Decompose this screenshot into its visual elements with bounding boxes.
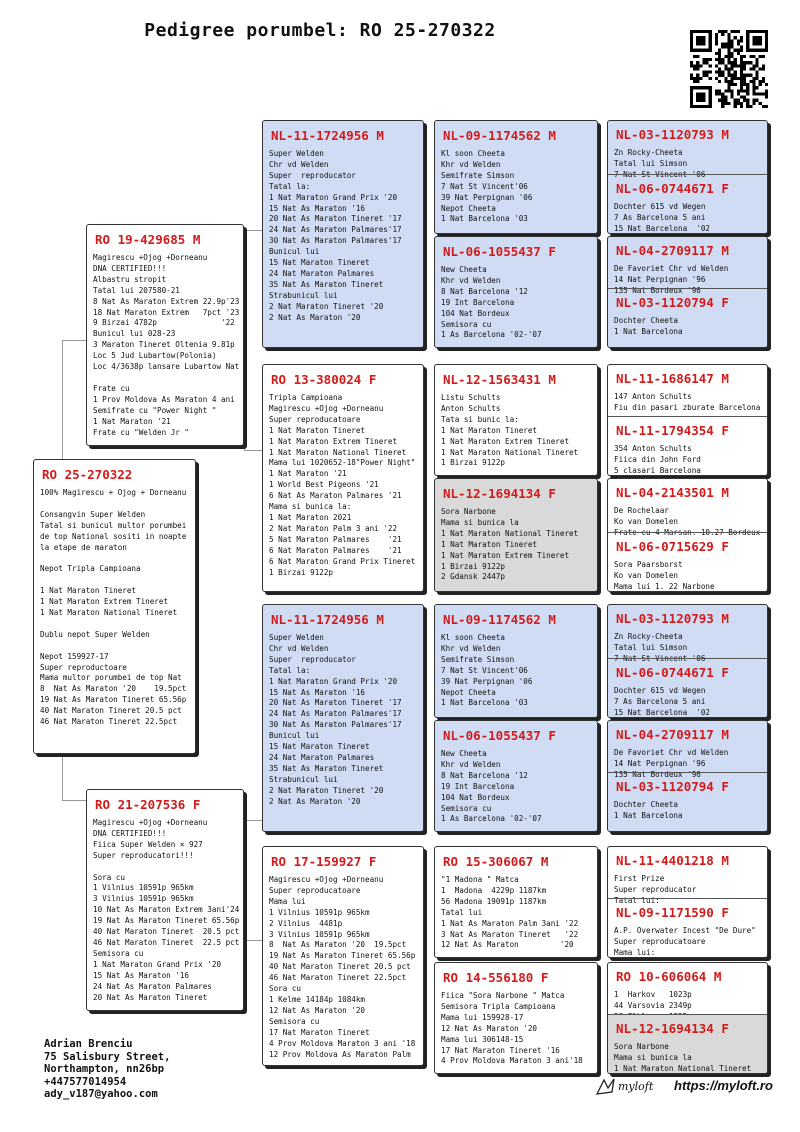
pedigree-notes: First Prize Super reproducator Tatal lui:	[614, 874, 697, 905]
ring-number: NL-12-1694134 F	[443, 486, 556, 501]
pedigree-card-g5-pair	[607, 962, 768, 1074]
ring-number: NL-09-1174562 M	[443, 612, 556, 627]
pedigree-card-g5-pair	[607, 720, 768, 832]
pedigree-notes: Tripla Campioana Magirescu +Ojog +Dorneanu Super reproducatoare 1 Nat Maraton Tineret 1 Nat Maraton Extrem Tineret 1 Nat Maraton National Tineret Mama lui 1020652-18"Power Night" 1 Nat Maraton '21 1 World Best Pigeons '21 6 Nat As Maraton Palmares '21 Mama si bunica la: 1 Nat Maraton 2021 2 Nat Maraton Palm 3 ani '22 5 Nat Maraton Palmares '21 6 Nat Maraton Palmares '21 6 Nat Maraton Grand Prix Tineret 1 Birzai 9122p	[269, 393, 416, 577]
pedigree-card-g5-pair	[607, 120, 768, 234]
ring-number: NL-11-1794354 F	[616, 423, 729, 438]
pedigree-card-g4	[434, 604, 598, 718]
pedigree-notes: De Favoriet Chr vd Welden 14 Nat Perpignan '96 135 Nat Bordeux '96	[614, 748, 729, 779]
pedigree-card-mother-mother	[262, 846, 424, 1066]
pedigree-card-g4	[434, 962, 598, 1074]
pedigree-notes: Dochter 615 vd Wegen 7 As Barcelona 5 ani 15 Nat Barcelona '02	[614, 686, 711, 717]
pedigree-notes: 147 Anton Schults Fiu din pasari zburate Barcelona	[614, 392, 761, 412]
ring-number: NL-04-2709117 M	[616, 727, 729, 742]
pedigree-notes: De Rochelaar Ko van Domelen Frate cu 4 Marsan. 10.27 Bordeux	[614, 506, 761, 537]
ring-number: NL-06-0744671 F	[616, 665, 729, 680]
ring-number: NL-09-1171590 F	[616, 905, 729, 920]
pedigree-card-g5-pair	[607, 364, 768, 476]
pedigree-card-father-father	[262, 120, 424, 348]
pedigree-card-subject	[33, 459, 196, 754]
ring-number: RO 21-207536 F	[95, 797, 201, 812]
pedigree-notes: 1 Harkov 1023p 44 Varsovia 2349p	[614, 990, 692, 1010]
pedigree-notes: Dochter Cheeta 1 Nat Barcelona	[614, 316, 683, 336]
pedigree-notes: Kl soon Cheeta Khr vd Welden Semifrate Simson 7 Nat St Vincent'06 39 Nat Perpignan '06 Nepot Cheeta 1 Nat Barcelona '03	[441, 633, 533, 708]
ring-number: NL-11-1724956 M	[271, 128, 384, 143]
pedigree-notes: New Cheeta Khr vd Welden 8 Nat Barcelona '12 19 Int Barcelona 104 Nat Bordeux Semisora cu 1 As Barcelona '02-'07	[441, 749, 542, 824]
pedigree-notes: Magirescu +Ojog +Dorneanu DNA CERTIFIED!!! Albastru stropit Tatal lui 207580-21 8 Nat As Maraton Extrem 22.9p'23 18 Nat Maraton Extrem 7pct '23 9 Birzai 4782p '22 Bunicul lui 028-23 3 Maraton Tineret Oltenia 9.81p Loc 5 Jud Lubartow(Polonia) Loc 4/3638p lansare Lubartow Nat Frate cu 1 Prov Moldova As Maraton 4 ani Semifrate cu "Power Night " 1 Nat Maraton '21 Frate cu "Welden Jr "	[93, 253, 240, 437]
ring-number: NL-11-1724956 M	[271, 612, 384, 627]
logo-text: myloft	[618, 1080, 654, 1093]
ring-number: NL-06-0744671 F	[616, 181, 729, 196]
ring-number: NL-09-1174562 M	[443, 128, 556, 143]
pedigree-notes: Dochter Cheeta 1 Nat Barcelona	[614, 800, 683, 820]
ring-number: RO 13-380024 F	[271, 372, 377, 387]
pedigree-card-g5-pair	[607, 846, 768, 958]
website-link[interactable]: https://myloft.ro	[674, 1078, 773, 1093]
ring-number: NL-03-1120793 M	[616, 611, 729, 626]
pedigree-notes: Super Welden Chr vd Welden Super reproducator Tatal la: 1 Nat Maraton Grand Prix '20 15 Nat As Maraton '16 20 Nat As Maraton Tineret '17 24 Nat As Maraton Palmares'17 30 Nat As Maraton Palmares'17 Bunicul lui 15 Nat Maraton Tineret 24 Nat Maraton Palmares 35 Nat As Maraton Tineret Strabunicul lui 2 Nat Maraton Tineret '20 2 Nat As Maraton '20	[269, 633, 402, 806]
ring-number: RO 19-429685 M	[95, 232, 201, 247]
pedigree-card-g4	[434, 364, 598, 476]
pedigree-notes: New Cheeta Khr vd Welden 8 Nat Barcelona '12 19 Int Barcelona 104 Nat Bordeux Semisora cu 1 As Barcelona '02-'07	[441, 265, 542, 340]
pedigree-card-mother-father	[262, 604, 424, 832]
ring-number: NL-11-1686147 M	[616, 371, 729, 386]
ring-number: NL-06-1055437 F	[443, 728, 556, 743]
pedigree-card-father	[86, 224, 244, 446]
pedigree-card-g4	[434, 236, 598, 348]
ring-number: NL-06-0715629 F	[616, 539, 729, 554]
pedigree-notes: A.P. Overwater Incest "De Dure" Super reproducatoare Mama lui:	[614, 926, 756, 957]
ring-number: RO 17-159927 F	[271, 854, 377, 869]
pedigree-notes: Sora Paarsborst Ko van Domelen Mama lui 1. 22 Narbone	[614, 560, 715, 591]
ring-number: NL-03-1120793 M	[616, 127, 729, 142]
pedigree-notes: Listu Schults Anton Schults Tata si bunic la: 1 Nat Maraton Tineret 1 Nat Maraton Extrem Tineret 1 Nat Maraton National Tineret 1 Birzai 9122p	[441, 393, 579, 468]
pedigree-notes: Magirescu +Ojog +Dorneanu Super reproducatoare Mama lui 1 Vilnius 10591p 965km 2 Vilnius 4481p 3 Vilnius 10591p 965km 8 Nat As Maraton '20 19.5pct 19 Nat As Maraton Tineret 65.56p 40 Nat Maraton Tineret 20.5 pct 46 Nat Maraton Tineret 22.5pct Sora cu 1 Kelme 14184p 1084km 12 Nat As Maraton '20 Semisora cu 17 Nat Maraton Tineret 4 Prov Moldova Maraton 3 ani '18 12 Prov Moldova As Maraton Palm	[269, 875, 416, 1059]
pedigree-notes: De Favoriet Chr vd Welden 14 Nat Perpignan '96 135 Nat Bordeux '96	[614, 264, 729, 295]
ring-number: NL-03-1120794 F	[616, 779, 729, 794]
pedigree-notes: Zn Rocky-Cheeta Tatal lui Simson 7 Nat St Vincent '06	[614, 148, 706, 179]
ring-number: RO 10-606064 M	[616, 969, 722, 984]
pedigree-notes: Dochter 615 vd Wegen 7 As Barcelona 5 ani 15 Nat Barcelona '02	[614, 202, 711, 233]
pedigree-card-father-mother	[262, 364, 424, 592]
owner-contact: Adrian Brenciu 75 Salisbury Street, Northampton, nn26bp +447577014954 ady_v187@yahoo.com	[44, 1038, 171, 1100]
pedigree-notes: "1 Madona " Matca 1 Madona 4229p 1187km 56 Madona 19091p 1187km Tatal lui 1 Nat As Maraton Palm 3ani '22 3 Nat As Maraton Tineret '22 12 Nat As Maraton '20	[441, 875, 579, 950]
pedigree-notes: Zn Rocky-Cheeta Tatal lui Simson 7 Nat St Vincent '06	[614, 632, 706, 663]
pedigree-card-mother	[86, 789, 244, 1011]
ring-number: RO 15-306067 M	[443, 854, 549, 869]
ring-number: NL-06-1055437 F	[443, 244, 556, 259]
ring-number: NL-04-2143501 M	[616, 485, 729, 500]
ring-number: NL-03-1120794 F	[616, 295, 729, 310]
pedigree-card-g5-pair	[607, 236, 768, 348]
pedigree-card-g4	[434, 478, 598, 592]
pedigree-card-g4	[434, 720, 598, 832]
pedigree-notes: Sora Narbone Mama si bunica la 1 Nat Maraton National Tineret 1 Nat Maraton Tineret 1 Nat Maraton Extrem Tineret 1 Birzai 9122p 2 Gdansk 2447p	[441, 507, 579, 582]
pedigree-notes: Magirescu +Ojog +Dorneanu DNA CERTIFIED!!! Fiica Super Welden × 927 Super reproducatori!!! Sora cu 1 Vilnius 10591p 965km 3 Vilnius 10591p 965km 10 Nat As Maraton Extrem 3ani'24 19 Nat As Maraton Tineret 65.56p 40 Nat Maraton Tineret 20.5 pct 46 Nat Maraton Tineret 22.5 pct Semisora cu 1 Nat Maraton Grand Prix '20 15 Nat As Maraton '16 24 Nat As Maraton Palmares 20 Nat As Maraton Tineret	[93, 818, 240, 1002]
pedigree-notes: 354 Anton Schults Fiica din John Ford 5 clasari Barcelona	[614, 444, 701, 475]
ring-number: RO 25-270322	[42, 467, 133, 482]
pedigree-card-g5-pair	[607, 478, 768, 592]
pedigree-notes: 100% Magirescu + Ojog + Dorneanu Consangvin Super Welden Tatal si bunicul multor porumbei de top National sositi in noapte la etape de maraton Nepot Tripla Campioana 1 Nat Maraton Tineret 1 Nat Maraton Extrem Tineret 1 Nat Maraton National Tineret Dublu nepot Super Welden Nepot 159927-17 Super reproductoare Mama multor porumbei de top Nat 8 Nat As Maraton '20 19.5pct 19 Nat As Maraton Tineret 65.56p 40 Nat Maraton Tineret 20.5 pct 46 Nat Maraton Tineret 22.5pct	[40, 488, 187, 727]
ring-number: RO 14-556180 F	[443, 970, 549, 985]
pedigree-card-g4	[434, 846, 598, 958]
page-title: Pedigree porumbel: RO 25-270322	[144, 20, 496, 41]
pedigree-notes: Fiica "Sora Narbone " Matca Semisora Tripla Campioana Mama lui 159928-17 12 Nat As Maraton '20 Mama lui 306148-15 17 Nat Maraton Tineret '16 4 Prov Moldova Maraton 3 ani'18	[441, 991, 583, 1066]
pedigree-notes: Kl soon Cheeta Khr vd Welden Semifrate Simson 7 Nat St Vincent'06 39 Nat Perpignan '06 Nepot Cheeta 1 Nat Barcelona '03	[441, 149, 533, 224]
pedigree-notes: Sora Narbone Mama si bunica la 1 Nat Maraton National Tineret	[614, 1042, 752, 1073]
ring-number: NL-04-2709117 M	[616, 243, 729, 258]
pedigree-notes: Super Welden Chr vd Welden Super reproducator Tatal la: 1 Nat Maraton Grand Prix '20 15 Nat As Maraton '16 20 Nat As Maraton Tineret '17 24 Nat As Maraton Palmares'17 30 Nat As Maraton Palmares'17 Bunicul lui 15 Nat Maraton Tineret 24 Nat Maraton Palmares 35 Nat As Maraton Tineret Strabunicul lui 2 Nat Maraton Tineret '20 2 Nat As Maraton '20	[269, 149, 402, 322]
pedigree-card-g5-pair	[607, 604, 768, 718]
ring-number: NL-12-1694134 F	[616, 1021, 729, 1036]
ring-number: NL-11-4401218 M	[616, 853, 729, 868]
qr-code-icon	[690, 30, 768, 108]
pedigree-card-g4	[434, 120, 598, 234]
ring-number: NL-12-1563431 M	[443, 372, 556, 387]
